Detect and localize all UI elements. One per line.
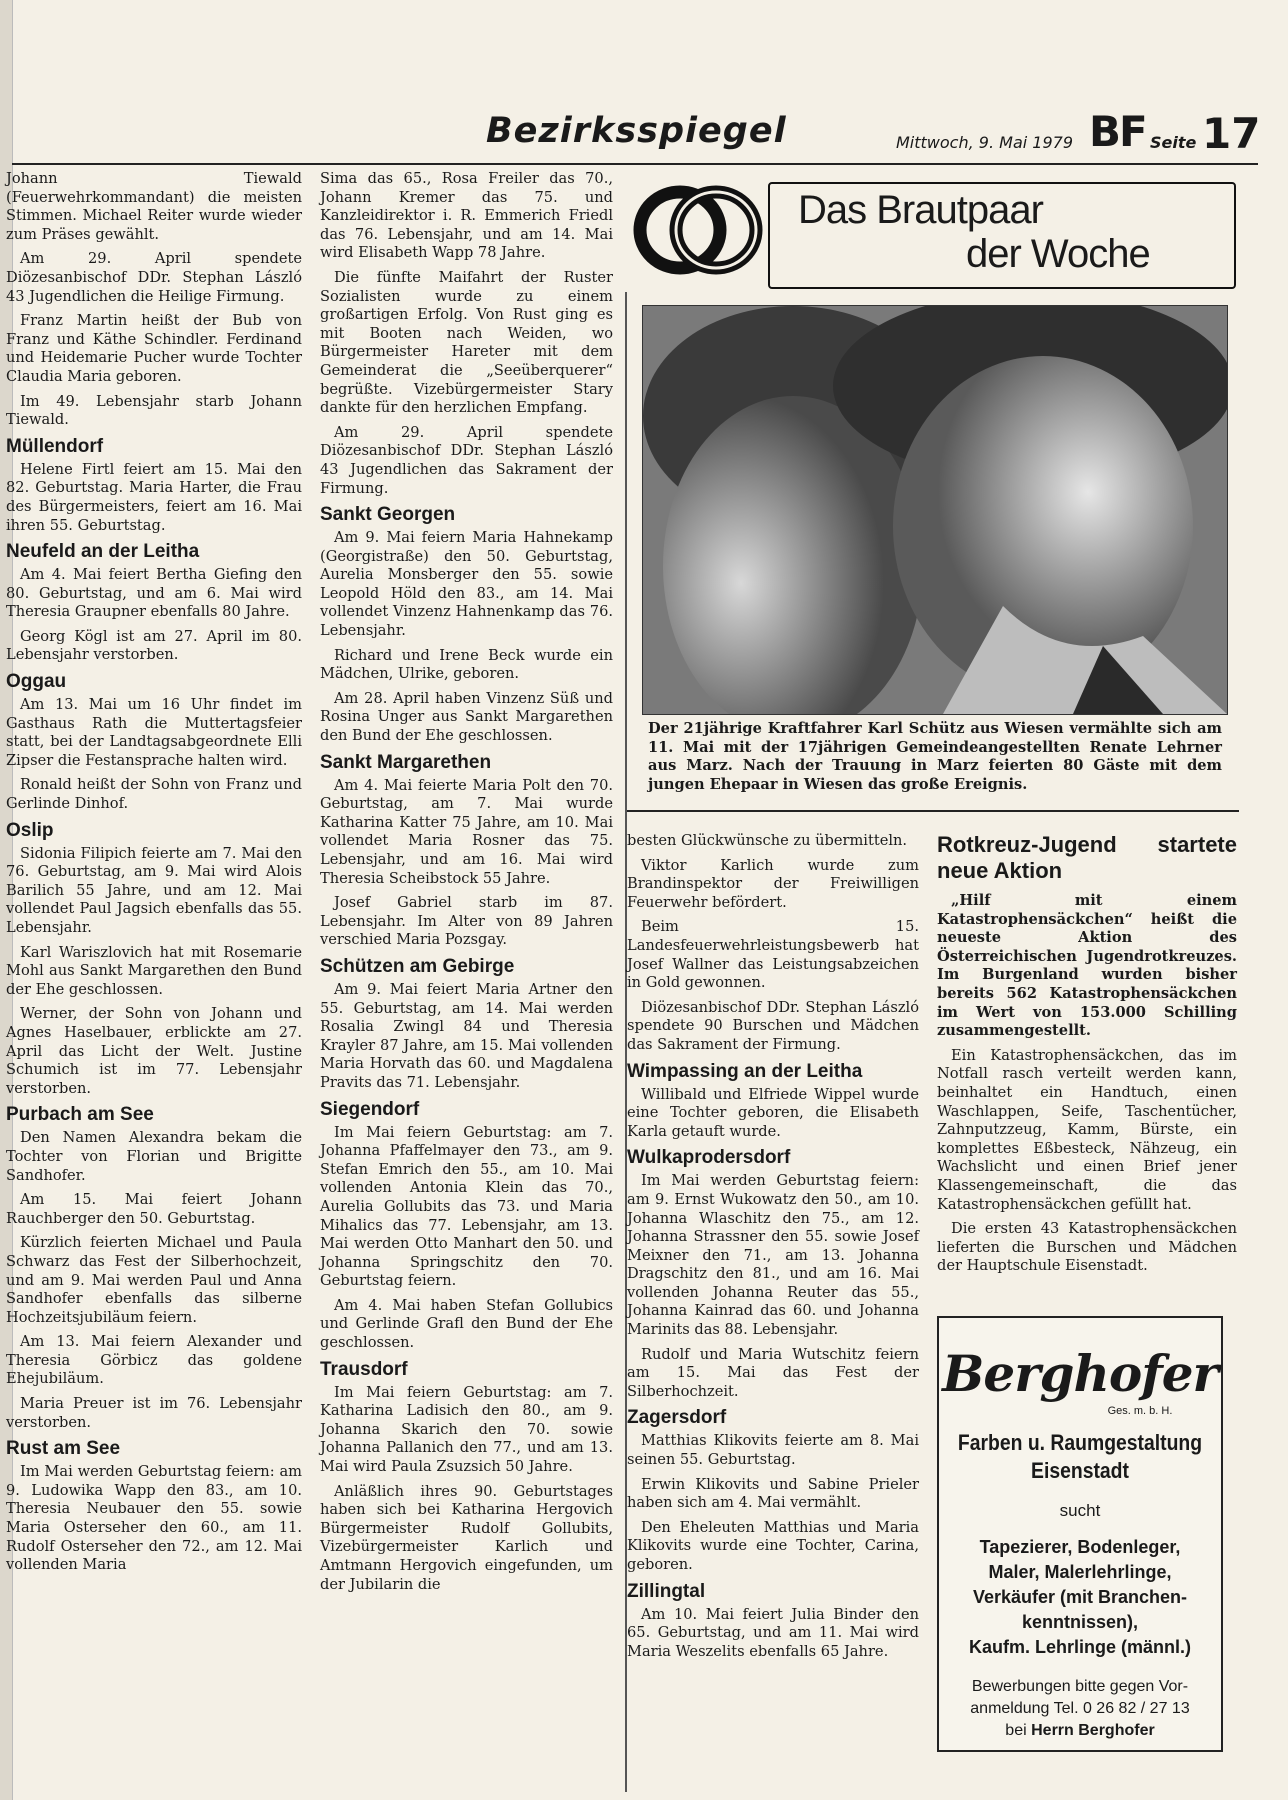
- article-paragraph: Am 10. Mai feiert Julia Binder den 65. Geburtstag, und am 11. Mai wird Maria Weszelits ebenfalls 65 Jahre.: [627, 1605, 919, 1660]
- column-3: [627, 832, 919, 1667]
- town-heading: Oslip: [6, 819, 54, 841]
- town-heading: Müllendorf: [6, 435, 104, 457]
- town-heading: Trausdorf: [320, 1358, 408, 1380]
- company-legal-form: Ges. m. b. H.: [1107, 1405, 1173, 1417]
- article-paragraph: Am 29. April spendete Diözesanbischof DDr. Stephan László 43 Jugendlichen das Sakrament der Firmung.: [320, 423, 613, 497]
- article-paragraph: Den Namen Alexandra bekam die Tochter von Florian und Brigitte Sandhofer.: [6, 1129, 302, 1184]
- job-list: [939, 1535, 1221, 1660]
- article-paragraph: Georg Kögl ist am 27. April im 80. Lebensjahr verstorben.: [6, 627, 302, 664]
- town-heading: Neufeld an der Leitha: [6, 541, 200, 563]
- column-2: [320, 170, 613, 1600]
- section-title: Bezirksspiegel: [486, 111, 787, 151]
- job-line: Maler, Malerlehrlinge,: [988, 1562, 1172, 1582]
- apply-line: anmeldung Tel. 0 26 82 / 27 13: [970, 1700, 1190, 1717]
- article-paragraph: Sidonia Filipich feierte am 7. Mai den 76. Geburtstag, am 9. Mai wird Alois Barilich 55 Jahre, und am 12. Mai vollendet Paul Jagsich ebenfalls das 55. Lebensjahr.: [6, 844, 302, 936]
- article-paragraph: Die ersten 43 Katastrophensäckchen lieferten die Burschen und Mädchen der Hauptschule Eisenstadt.: [937, 1220, 1237, 1275]
- article-paragraph: besten Glückwünsche zu übermitteln.: [627, 832, 908, 849]
- berghofer-advertisement: [937, 1316, 1223, 1752]
- article-paragraph: Kürzlich feierten Michael und Paula Schwarz das Fest der Silberhochzeit, und am 9. Mai werden Paul und Anna Sandhofer ebenfalls das silberne Hochzeitsjubiläum feiern.: [6, 1234, 302, 1326]
- job-line: Kaufm. Lehrlinge (männl.): [968, 1637, 1191, 1657]
- article-paragraph: Helene Firtl feiert am 15. Mai den 82. Geburtstag. Maria Harter, die Frau des Bürgermeisters, feiert am 16. Mai ihren 55. Geburtstag.: [6, 460, 302, 534]
- article-paragraph: Franz Martin heißt der Bub von Franz und Käthe Schindler. Ferdinand und Heidemarie Pucher wurde Tochter Claudia Maria geboren.: [6, 312, 302, 385]
- apply-prefix: bei: [1005, 1722, 1027, 1739]
- article-paragraph: Johann Tiewald (Feuerwehrkommandant) die meisten Stimmen. Michael Reiter wurde wieder zum Präses gewählt.: [6, 170, 302, 243]
- job-line: Tapezierer, Bodenleger,: [979, 1537, 1181, 1557]
- town-heading: Oggau: [6, 671, 67, 693]
- article-paragraph: Die fünfte Maifahrt der Ruster Sozialisten wurde zu einem großartigen Erfolg. Von Rust ging es mit Booten nach Weiden, wo Bürgermeister Hareter mit dem Gemeinderat die „Seeüberquerer“ begrüßte. Vizebürgermeister Stary dankte für den herzlichen Empfang.: [320, 268, 613, 417]
- brautpaar-title-line1: Das Brautpaar: [798, 188, 1043, 232]
- town-heading: Sankt Georgen: [320, 504, 456, 526]
- article-paragraph: Ronald heißt der Sohn von Franz und Gerlinde Dinhof.: [6, 776, 302, 813]
- article-paragraph: Im Mai werden Geburtstag feiern: am 9. Ernst Wukowatz den 50., am 10. Johanna Wlaschitz den 75., am 12. Johanna Strassner den 55. sowie Josef Meixner den 71., am 13. Johanna Dragschitz den 81., und am 16. Mai vollenden Johanna Reuter das 55., Johanna Kainrad das 60. und Johanna Marinits das 88. Lebensjahr.: [627, 1172, 919, 1339]
- town-heading: Wulkaprodersdorf: [627, 1147, 791, 1169]
- article-paragraph: Im Mai feiern Geburtstag: am 7. Katharina Ladisich den 80., am 9. Johanna Skarich den 70. sowie Johanna Pallanich den 77., und am 13. Mai wird Paula Zsuzsich 50 Jahre.: [320, 1383, 613, 1476]
- brautpaar-title-line2: der Woche: [966, 232, 1150, 276]
- page-number: 17: [1202, 109, 1261, 158]
- article-paragraph: Josef Gabriel starb im 87. Lebensjahr. Im Alter von 89 Jahren verschied Maria Pozsgay.: [320, 894, 613, 949]
- article-paragraph: Ein Katastrophensäckchen, das im Notfall rasch verteilt werden kann, beinhaltet ein Handtuch, einen Waschlappen, Seife, Taschentücher, Zahnputzzeug, Kamm, Bürste, ein komplettes Eßbesteck, Nähzeug, ein Wachslicht und einen Brief jener Klassengemeinschaft, die das Katastrophensäckchen gefüllt hat.: [937, 1046, 1237, 1213]
- issue-date: Mittwoch, 9. Mai 1979: [896, 133, 1073, 152]
- contact-name: Herrn Berghofer: [1031, 1722, 1155, 1739]
- article-paragraph: Maria Preuer ist im 76. Lebensjahr verstorben.: [6, 1395, 302, 1431]
- article-paragraph: Am 9. Mai feiern Maria Hahnekamp (Georgistraße) den 50. Geburtstag, Aurelia Monsberger den 55. sowie Leopold Höld den 83., am 14. Mai vollendet Vinzenz Hahnenkamp das 76. Lebensjahr.: [320, 529, 613, 640]
- company-description: [956, 1429, 1204, 1485]
- apply-line: Bewerbungen bitte gegen Vor-: [971, 1678, 1189, 1695]
- article-paragraph: Diözesanbischof DDr. Stephan László spendete 90 Burschen und Mädchen das Sakrament der Firmung.: [627, 998, 919, 1053]
- page-label: Seite: [1150, 133, 1197, 152]
- town-heading: Zagersdorf: [627, 1407, 727, 1429]
- article-paragraph: Anläßlich ihres 90. Geburtstages haben sich bei Katharina Hergovich Bürgermeister Rudolf Gollubits, Vizebürgermeister Karlich und Amtmann Hergovich eingefunden, um der Jubilarin die: [320, 1482, 613, 1593]
- article-paragraph: Karl Wariszlovich hat mit Rosemarie Mohl aus Sankt Margarethen den Bund der Ehe geschlossen.: [6, 943, 302, 998]
- article-paragraph: Willibald und Elfriede Wippel wurde eine Tochter geboren, die Elisabeth Karla getauft wurde.: [627, 1085, 919, 1140]
- article-paragraph: Werner, der Sohn von Johann und Agnes Haselbauer, erblickte am 27. April das Licht der Welt. Justine Schumich ist im 77. Lebensjahr verstorben.: [6, 1005, 302, 1097]
- berghofer-logo: Berghofer: [942, 1344, 1218, 1403]
- company-line-1: Farben u. Raumgestaltung: [957, 1430, 1203, 1455]
- application-info: [939, 1676, 1221, 1742]
- town-heading: Schützen am Gebirge: [320, 955, 515, 977]
- article-paragraph: Im Mai feiern Geburtstag: am 7. Johanna Pfaffelmayer den 73., am 9. Stefan Emrich den 55., am 10. Mai vollenden Antonia Klein das 70., Aurelia Gollubits das 73. und Maria Mihalics das 77. Lebensjahr, am 13. Mai werden Otto Manhart den 50. und Johanna Springschitz den 70. Geburtstag feiern.: [320, 1123, 613, 1290]
- article-paragraph: Im Mai werden Geburtstag feiern: am 9. Ludowika Wapp den 83., am 10. Theresia Neubauer den 55. sowie Maria Osterseher den 60., am 11. Rudolf Osterseher den 72., am 12. Mai vollenden Maria: [6, 1463, 302, 1574]
- article-paragraph: Viktor Karlich wurde zum Brandinspektor der Freiwilligen Feuerwehr befördert.: [627, 856, 919, 911]
- article-paragraph: Richard und Irene Beck wurde ein Mädchen, Ulrike, geboren.: [320, 646, 613, 683]
- job-line: Verkäufer (mit Branchen-: [972, 1587, 1188, 1607]
- town-heading: Zillingtal: [627, 1580, 706, 1602]
- photo-caption: Der 21jährige Kraftfahrer Karl Schütz aus Wiesen vermählte sich am 11. Mai mit der 17jährigen Gemeindeangestellten Renate Lehrner aus Marz. Nach der Trauung in Marz feierten 80 Gäste mit dem jungen Ehepaar in Wiesen das große Ereignis.: [648, 720, 1222, 793]
- apply-line: [939, 1720, 1221, 1742]
- article-paragraph: Am 9. Mai feiert Maria Artner den 55. Geburtstag, am 14. Mai werden Rosalia Zwingl 84 und Theresia Krayler 87 Jahre, am 15. Mai vollenden Maria Horvath das 60. und Magdalena Pravits das 71. Lebensjahr.: [320, 980, 613, 1091]
- town-heading: Purbach am See: [6, 1104, 154, 1126]
- column-4: [937, 832, 1237, 1282]
- town-heading: Rust am See: [6, 1438, 121, 1460]
- town-heading: Wimpassing an der Leitha: [627, 1060, 863, 1082]
- article-paragraph: Am 29. April spendete Diözesanbischof DDr. Stephan László 43 Jugendlichen die Heilige Firmung.: [6, 250, 302, 305]
- article-paragraph: Am 28. April haben Vinzenz Süß und Rosina Unger aus Sankt Margarethen den Bund der Ehe geschlossen.: [320, 689, 613, 745]
- couple-photo: [642, 305, 1228, 715]
- article-paragraph: Beim 15. Landesfeuerwehrleistungsbewerb hat Josef Wallner das Leistungsabzeichen in Gold gewonnen.: [627, 918, 919, 992]
- article-lead: „Hilf mit einem Katastrophensäckchen“ heißt die neueste Aktion des Österreichischen Jugendrotkreuzes. Im Burgenland wurden bisher bereits 562 Katastrophensäckchen im Wert von 153.000 Schilling zusammengestellt.: [937, 892, 1237, 1040]
- town-heading: Siegendorf: [320, 1098, 420, 1120]
- section-divider: [627, 810, 1239, 812]
- article-paragraph: Am 4. Mai feierte Maria Polt den 70. Geburtstag, am 7. Mai wurde Katharina Katter 75 Jahre, am 10. Mai vollendet Maria Rosner das 75. Lebensjahr, und am 16. Mai wird Theresia Scheibstock 55 Jahre.: [320, 776, 613, 887]
- article-paragraph: Matthias Klikovits feierte am 8. Mai seinen 55. Geburtstag.: [627, 1432, 919, 1469]
- column-1: [6, 170, 302, 1581]
- article-paragraph: Am 15. Mai feiert Johann Rauchberger den 50. Geburtstag.: [6, 1191, 302, 1227]
- article-paragraph: Erwin Klikovits und Sabine Prieler haben sich am 4. Mai vermählt.: [627, 1475, 919, 1512]
- article-paragraph: Am 4. Mai haben Stefan Gollubics und Gerlinde Grafl den Bund der Ehe geschlossen.: [320, 1296, 613, 1352]
- article-paragraph: Rudolf und Maria Wutschitz feiern am 15. Mai das Fest der Silberhochzeit.: [627, 1345, 919, 1400]
- article-paragraph: Im 49. Lebensjahr starb Johann Tiewald.: [6, 392, 302, 429]
- article-paragraph: Am 13. Mai um 16 Uhr findet im Gasthaus Rath die Muttertagsfeier statt, bei der Landtagsabgeordnete Elli Zipser die Festansprache halten wird.: [6, 696, 302, 769]
- job-line: kenntnissen),: [1021, 1612, 1139, 1632]
- wedding-rings-icon: [630, 180, 766, 280]
- ad-sucht: sucht: [1059, 1501, 1101, 1520]
- article-headline: Rotkreuz-Jugend startete neue Aktion: [937, 832, 1237, 883]
- newspaper-logo: BF: [1089, 107, 1146, 156]
- article-paragraph: Den Eheleuten Matthias und Maria Klikovits wurde eine Tochter, Carina, geboren.: [627, 1518, 919, 1573]
- article-paragraph: Am 4. Mai feiert Bertha Giefing den 80. Geburtstag, und am 6. Mai wird Theresia Graupner ebenfalls 80 Jahre.: [6, 566, 302, 621]
- town-heading: Sankt Margarethen: [320, 751, 492, 773]
- page-header: [12, 105, 1261, 165]
- brautpaar-title: [798, 188, 1150, 276]
- company-line-2: Eisenstadt: [1031, 1458, 1129, 1483]
- article-paragraph: Am 13. Mai feiern Alexander und Theresia Görbicz das goldene Ehejubiläum.: [6, 1333, 302, 1388]
- article-paragraph: Sima das 65., Rosa Freiler das 70., Johann Kremer das 75. und Kanzleidirektor i. R. Emmerich Friedl das 76. Lebensjahr, und am 14. Mai wird Elisabeth Wapp 78 Jahre.: [320, 170, 613, 262]
